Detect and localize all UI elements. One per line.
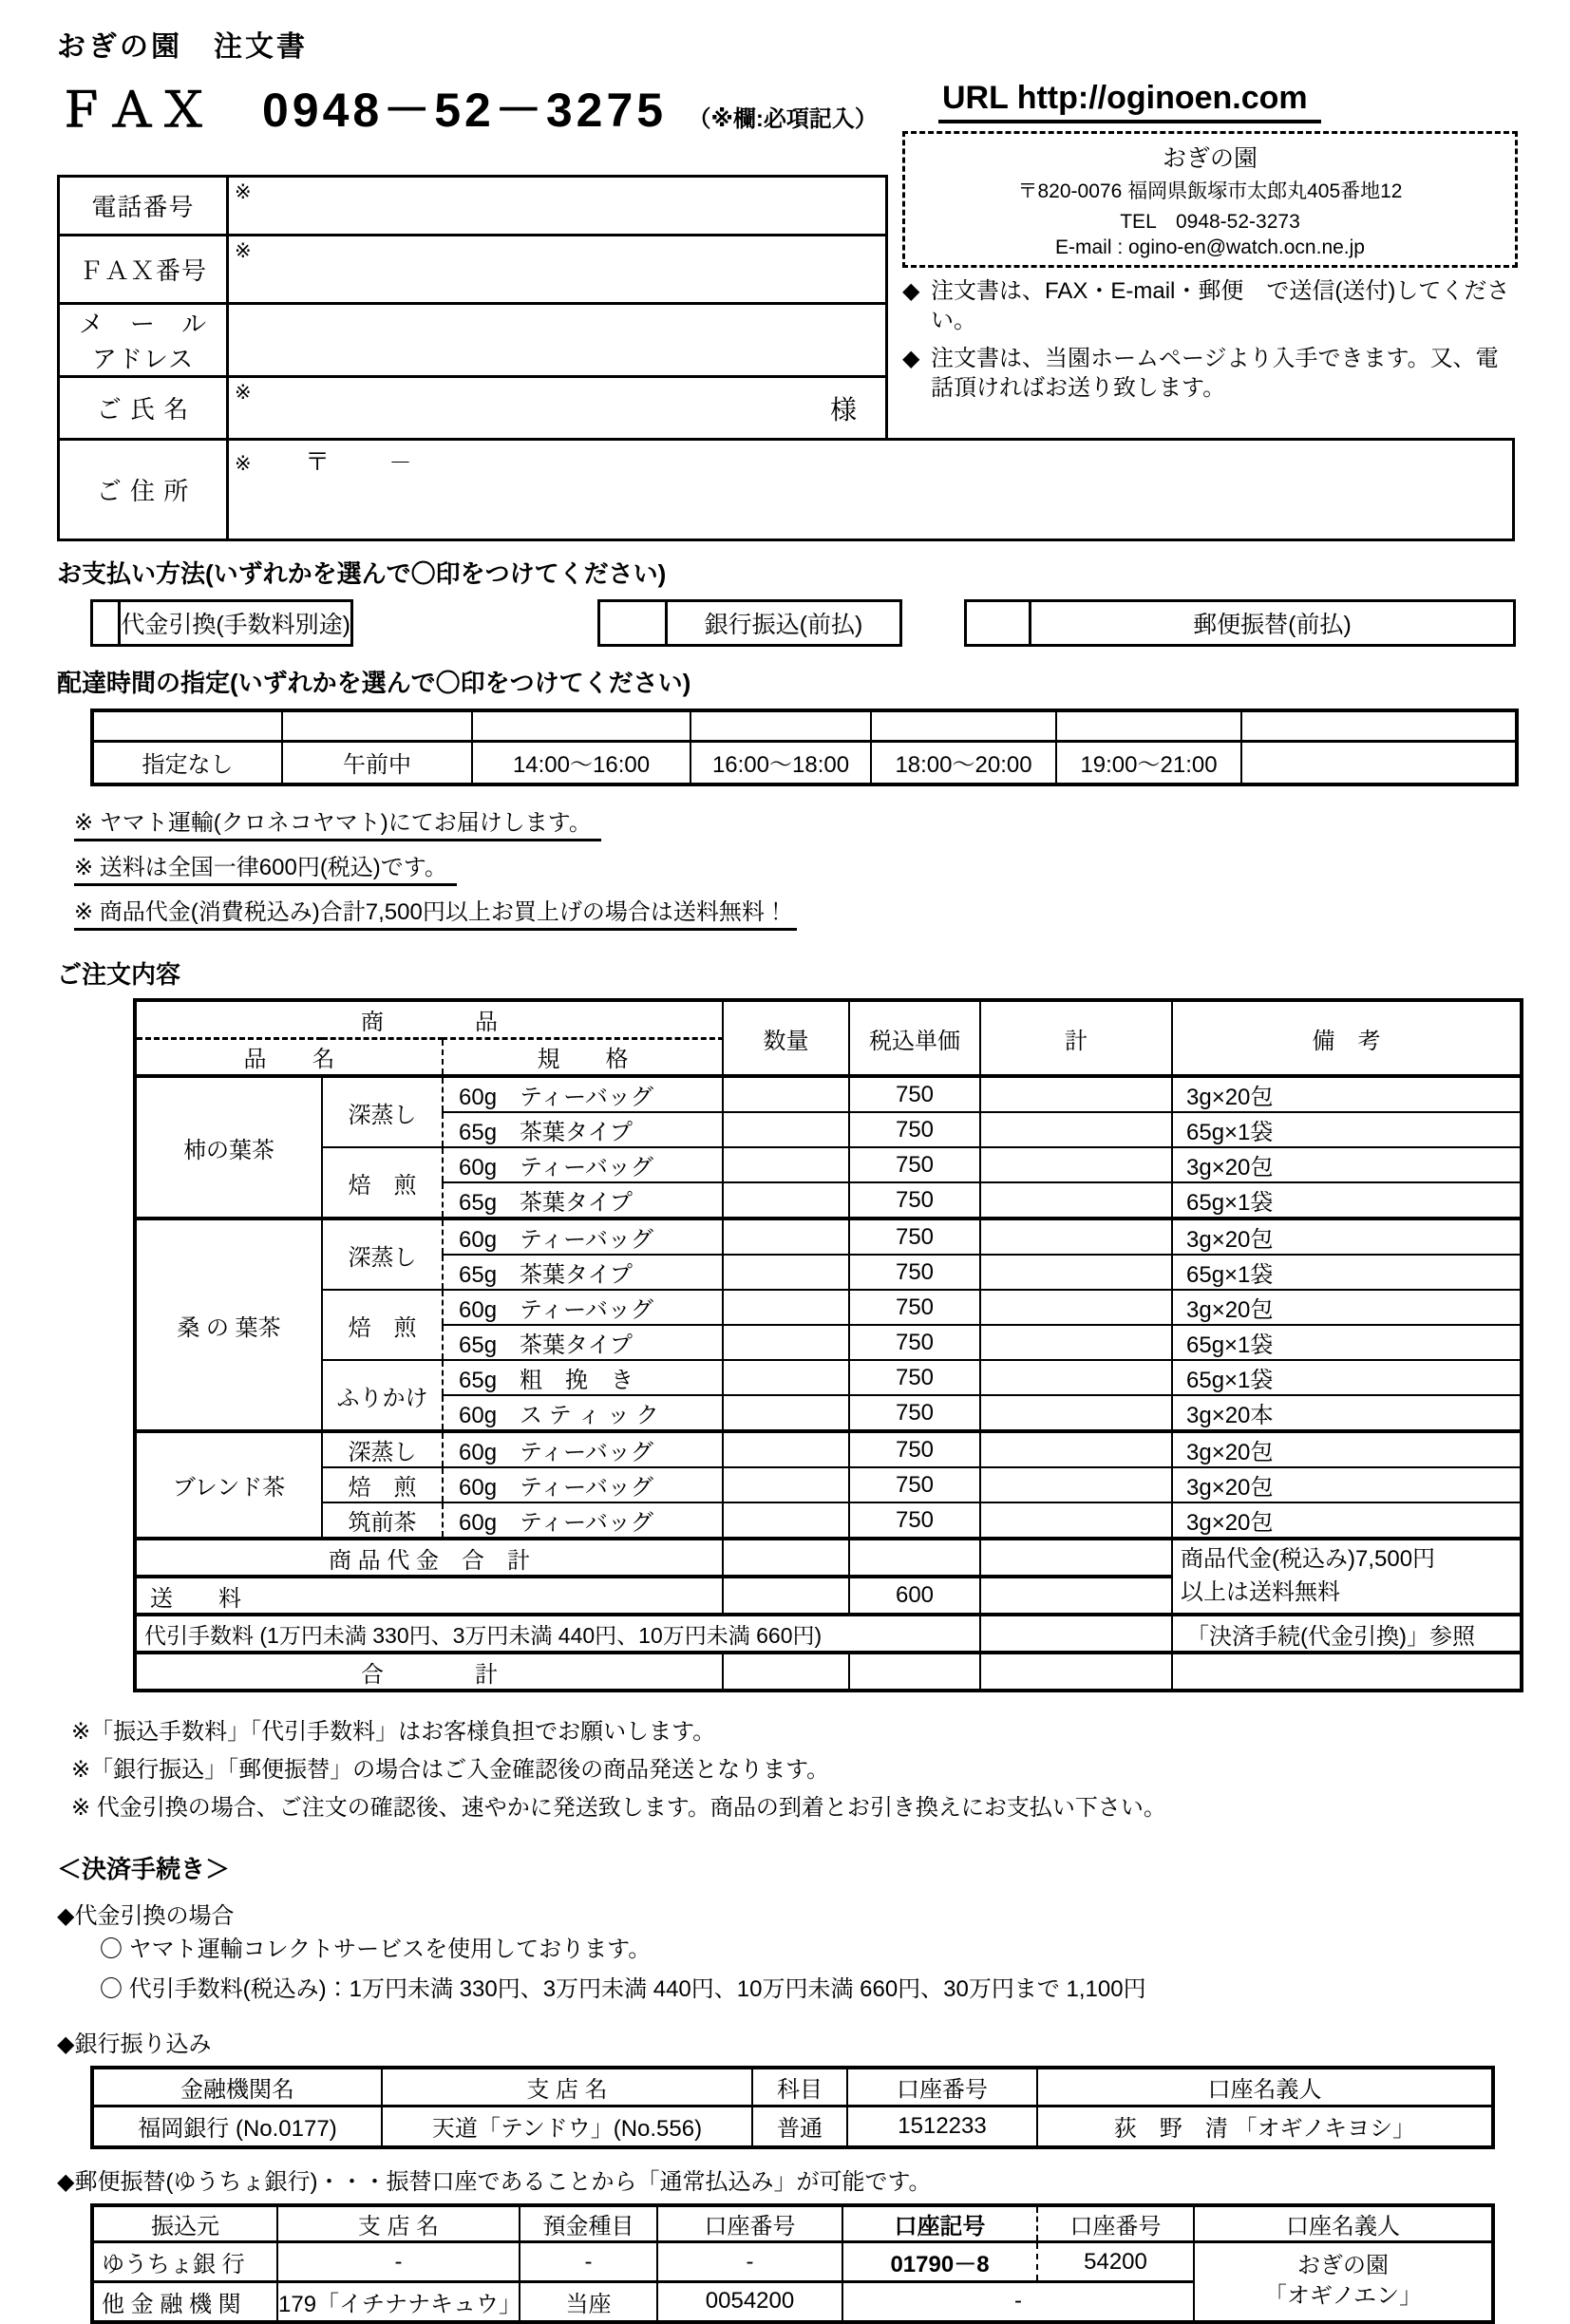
total-cell[interactable] <box>980 1431 1172 1467</box>
remark: 65g×1袋 <box>1172 1182 1522 1219</box>
settlement-heading: ＜決済手続き＞ <box>57 1855 231 1883</box>
delivery-choice-cell[interactable] <box>690 710 871 741</box>
email-field[interactable] <box>228 304 887 377</box>
col-account-number: 口座番号 <box>657 2205 842 2242</box>
email-label-line1: メ ー ル <box>78 310 207 338</box>
qty-cell[interactable] <box>723 1219 849 1255</box>
product-row <box>135 1147 1522 1182</box>
unit-price <box>849 1653 980 1691</box>
branch-name: 天道「テンドウ」(No.556) <box>382 2106 752 2147</box>
bank-transfer-table <box>90 2066 1495 2149</box>
qty-cell[interactable] <box>723 1577 849 1615</box>
unit-price: 750 <box>849 1290 980 1325</box>
total-cell[interactable] <box>980 1502 1172 1539</box>
table-row <box>59 377 887 440</box>
product-spec: 60g ス テ ィ ッ ク <box>443 1395 723 1431</box>
account-number: 0054200 <box>657 2282 842 2322</box>
diamond-icon: ◆ <box>902 278 920 304</box>
product-spec: 60g ティーバッグ <box>443 1467 723 1502</box>
qty-cell[interactable] <box>723 1360 849 1395</box>
payment-checkbox-cell[interactable] <box>967 602 1031 644</box>
remark: 3g×20本 <box>1172 1395 1522 1431</box>
branch-name: - <box>277 2242 520 2282</box>
order-table <box>133 998 1523 1692</box>
payment-option-label: 代金引換(手数料別途) <box>121 612 350 638</box>
product-sub: 深蒸し <box>322 1076 443 1147</box>
shipping-note: ※ ヤマト運輸(クロネコヤマト)にてお届けします。 <box>74 803 601 841</box>
grand-total-label: 合 計 <box>135 1653 723 1691</box>
col-bank-name: 金融機関名 <box>92 2068 382 2106</box>
order-header-row <box>135 1000 1522 1038</box>
product-spec: 60g ティーバッグ <box>443 1076 723 1112</box>
qty-cell[interactable] <box>723 1467 849 1502</box>
qty-cell[interactable] <box>723 1290 849 1325</box>
account-symbol: 01790－8 <box>842 2242 1037 2282</box>
fax-required-note: （※欄:必項記入） <box>688 106 878 132</box>
transfer-source: 他 金 融 機 関 <box>92 2282 277 2322</box>
product-row <box>135 1219 1522 1255</box>
name-field[interactable] <box>228 377 887 440</box>
col-spec: 規 格 <box>443 1038 723 1076</box>
account-holder: 荻 野 清 「オギノキヨシ」 <box>1037 2106 1493 2147</box>
bank-data-row <box>92 2106 1493 2147</box>
payment-option-label: 銀行振込(前払) <box>704 612 863 638</box>
branch-name: 179「イチナナキュウ」 <box>277 2282 520 2322</box>
qty-cell[interactable] <box>723 1395 849 1431</box>
required-mark: ※ <box>235 240 252 262</box>
diamond-icon: ◆ <box>902 346 920 372</box>
cod-item: 〇 ヤマト運輸コレクトサービスを使用しております。 <box>100 1937 652 1962</box>
contact-table <box>57 175 888 441</box>
qty-cell[interactable] <box>723 1325 849 1360</box>
unit-price: 750 <box>849 1112 980 1147</box>
table-row <box>59 177 887 236</box>
account-holder-line1: おぎの園 <box>1297 2252 1389 2278</box>
company-info-column <box>902 80 1518 404</box>
product-sub: 焙 煎 <box>322 1147 443 1219</box>
col-deposit-type: 預金種目 <box>520 2205 657 2242</box>
remark: 3g×20包 <box>1172 1467 1522 1502</box>
company-box <box>902 131 1518 268</box>
col-branch: 支 店 名 <box>277 2205 520 2242</box>
unit-price: 750 <box>849 1360 980 1395</box>
delivery-choice-cell[interactable] <box>92 710 282 741</box>
remark <box>1172 1653 1522 1691</box>
product-spec: 60g ティーバッグ <box>443 1219 723 1255</box>
product-spec: 60g ティーバッグ <box>443 1147 723 1182</box>
qty-cell[interactable] <box>723 1431 849 1467</box>
col-account-symbol: 口座記号 <box>842 2205 1037 2242</box>
delivery-slot-label: 指定なし <box>92 741 282 784</box>
name-label: ご 氏 名 <box>59 377 228 440</box>
remark: 3g×20包 <box>1172 1076 1522 1112</box>
col-account-holder: 口座名義人 <box>1037 2068 1493 2106</box>
delivery-slot-label <box>1241 741 1517 784</box>
total-cell[interactable] <box>980 1147 1172 1182</box>
delivery-slot-label: 16:00〜18:00 <box>690 741 871 784</box>
product-spec: 60g ティーバッグ <box>443 1502 723 1539</box>
product-row <box>135 1360 1522 1395</box>
postal-dash: － <box>388 450 412 476</box>
payment-checkbox-cell[interactable] <box>93 602 121 644</box>
product-spec: 65g 茶葉タイプ <box>443 1325 723 1360</box>
shipping-price: 600 <box>849 1577 980 1615</box>
total-cell[interactable] <box>980 1290 1172 1325</box>
col-account-type: 科目 <box>752 2068 847 2106</box>
page-title: おぎの園 注文書 <box>57 31 308 63</box>
delivery-slot-label: 14:00〜16:00 <box>472 741 690 784</box>
company-tel: TEL 0948-52-3273 <box>1120 211 1300 233</box>
account-number: - <box>657 2242 842 2282</box>
shipping-notes <box>74 803 1517 931</box>
phone-field[interactable] <box>228 177 887 236</box>
product-group: 桑 の 葉茶 <box>135 1219 322 1431</box>
deposit-type: 当座 <box>520 2282 657 2322</box>
product-row <box>135 1076 1522 1112</box>
subtotal-label: 商 品 代 金 合 計 <box>135 1539 723 1577</box>
col-unit-price: 税込単価 <box>849 1000 980 1076</box>
product-sub: 深蒸し <box>322 1431 443 1467</box>
url-link[interactable]: URL http://oginoen.com <box>938 80 1321 123</box>
delivery-slot-label: 午前中 <box>282 741 472 784</box>
phone-label: 電話番号 <box>59 177 228 236</box>
remark: 3g×20包 <box>1172 1290 1522 1325</box>
cod-item: 〇 代引手数料(税込み)：1万円未満 330円、3万円未満 440円、10万円未満 660円、30万円まで 1,100円 <box>100 1976 1146 2002</box>
product-spec: 65g 茶葉タイプ <box>443 1182 723 1219</box>
total-cell[interactable] <box>980 1539 1172 1577</box>
product-sub: 筑前茶 <box>322 1502 443 1539</box>
account-holder-line2: 「オギノエン」 <box>1263 2283 1423 2310</box>
remark: 3g×20包 <box>1172 1431 1522 1467</box>
shipping-note: ※ 商品代金(消費税込み)合計7,500円以上お買上げの場合は送料無料！ <box>74 893 797 931</box>
total-cell[interactable] <box>980 1577 1172 1615</box>
delivery-choice-cell[interactable] <box>472 710 690 741</box>
shipping-note: ※ 送料は全国一律600円(税込)です。 <box>74 848 457 886</box>
info-note-text: 注文書は、当園ホームページより入手できます。又、電話頂ければお送り致します。 <box>931 346 1499 402</box>
account-holder <box>1194 2242 1493 2322</box>
product-row <box>135 1290 1522 1325</box>
transfer-source: ゆうちょ銀 行 <box>92 2242 277 2282</box>
deposit-type: - <box>520 2242 657 2282</box>
delivery-choice-cell[interactable] <box>1241 710 1517 741</box>
unit-price: 750 <box>849 1467 980 1502</box>
product-spec: 60g ティーバッグ <box>443 1290 723 1325</box>
table-row <box>59 304 887 377</box>
fee-notes <box>71 1713 1517 1827</box>
product-sub: 深蒸し <box>322 1219 443 1290</box>
total-cell[interactable] <box>980 1325 1172 1360</box>
product-row <box>135 1467 1522 1502</box>
delivery-choice-cell[interactable] <box>871 710 1056 741</box>
subtotal-remark-line1: 商品代金(税込み)7,500円 <box>1181 1546 1436 1573</box>
remark: 65g×1袋 <box>1172 1325 1522 1360</box>
subtotal-remark-line2: 以上は送料無料 <box>1181 1579 1340 1605</box>
col-account-holder: 口座名義人 <box>1194 2205 1493 2242</box>
unit-price: 750 <box>849 1431 980 1467</box>
product-spec: 65g 茶葉タイプ <box>443 1255 723 1290</box>
qty-cell[interactable] <box>723 1255 849 1290</box>
total-cell[interactable] <box>980 1615 1172 1653</box>
unit-price: 750 <box>849 1219 980 1255</box>
remark: 65g×1袋 <box>1172 1112 1522 1147</box>
fee-note: ※ 代金引換の場合、ご注文の確認後、速やかに発送致します。商品の到着とお引き換えにお支払い下さい。 <box>71 1795 1166 1821</box>
delivery-label-row <box>92 741 1517 784</box>
address-label: ご 住 所 <box>59 440 228 540</box>
table-row <box>59 236 887 304</box>
payment-options-row <box>90 599 1517 647</box>
delivery-choice-row <box>92 710 1517 741</box>
company-address: 〒820-0076 福岡県飯塚市太郎丸405番地12 <box>1017 180 1403 202</box>
col-remarks: 備 考 <box>1172 1000 1522 1076</box>
qty-cell[interactable] <box>723 1076 849 1112</box>
order-heading: ご注文内容 <box>57 960 181 989</box>
fax-label: ＦＡＸ番号 <box>59 236 228 304</box>
payment-option-bank <box>597 599 902 647</box>
delivery-choice-cell[interactable] <box>1056 710 1241 741</box>
col-product: 商 品 <box>135 1000 723 1038</box>
cod-fee-label: 代引手数料 (1万円未満 330円、3万円未満 440円、10万円未満 660円) <box>135 1615 980 1653</box>
unit-price: 750 <box>849 1325 980 1360</box>
product-spec: 65g 茶葉タイプ <box>443 1112 723 1147</box>
company-name: おぎの園 <box>1162 145 1258 172</box>
total-cell[interactable] <box>980 1467 1172 1502</box>
total-cell[interactable] <box>980 1219 1172 1255</box>
payment-heading: お支払い方法(いずれかを選んで〇印をつけてください) <box>57 559 667 588</box>
product-spec: 65g 粗 挽 き <box>443 1360 723 1395</box>
unit-price: 750 <box>849 1502 980 1539</box>
remark: 3g×20包 <box>1172 1502 1522 1539</box>
delivery-slot-label: 18:00〜20:00 <box>871 741 1056 784</box>
col-product-name: 品 名 <box>135 1038 443 1076</box>
product-group: ブレンド茶 <box>135 1431 322 1539</box>
required-mark: ※ <box>235 382 252 404</box>
unit-price: 750 <box>849 1147 980 1182</box>
qty-cell[interactable] <box>723 1502 849 1539</box>
delivery-choice-cell[interactable] <box>282 710 472 741</box>
unit-price: 750 <box>849 1255 980 1290</box>
postal-data-row <box>92 2242 1493 2282</box>
col-branch: 支 店 名 <box>382 2068 752 2106</box>
required-mark: ※ <box>235 181 252 203</box>
info-note <box>902 345 1518 403</box>
col-qty: 数量 <box>723 1000 849 1076</box>
product-sub: 焙 煎 <box>322 1290 443 1360</box>
total-cell[interactable] <box>980 1653 1172 1691</box>
subtotal-remark <box>1172 1539 1522 1615</box>
subtotal-row <box>135 1539 1522 1577</box>
cod-fee-row <box>135 1615 1522 1653</box>
company-email: E-mail : ogino-en@watch.ocn.ne.jp <box>1055 236 1365 258</box>
qty-cell[interactable] <box>723 1182 849 1219</box>
table-row <box>59 440 1514 540</box>
account-number: 1512233 <box>847 2106 1037 2147</box>
account-number2: 54200 <box>1037 2242 1194 2282</box>
product-row <box>135 1431 1522 1467</box>
total-cell[interactable] <box>980 1076 1172 1112</box>
bank-name: 福岡銀行 (No.0177) <box>92 2106 382 2147</box>
bank-header-row <box>92 2068 1493 2106</box>
total-cell[interactable] <box>980 1255 1172 1290</box>
info-note <box>902 277 1518 335</box>
fee-note: ※「振込手数料」「代引手数料」はお客様負担でお願いします。 <box>71 1719 716 1745</box>
account-type: 普通 <box>752 2106 847 2147</box>
product-sub: 焙 煎 <box>322 1467 443 1502</box>
unit-price: 750 <box>849 1395 980 1431</box>
sama-suffix: 様 <box>829 394 857 425</box>
payment-option-cod <box>90 599 353 647</box>
postal-mark-icon: 〒 <box>305 447 331 476</box>
total-cell[interactable] <box>980 1182 1172 1219</box>
col-account-number2: 口座番号 <box>1037 2205 1194 2242</box>
payment-checkbox-cell[interactable] <box>600 602 668 644</box>
col-transfer-source: 振込元 <box>92 2205 277 2242</box>
product-spec: 60g ティーバッグ <box>443 1431 723 1467</box>
remark: 3g×20包 <box>1172 1219 1522 1255</box>
qty-cell[interactable] <box>723 1653 849 1691</box>
remark: 65g×1袋 <box>1172 1255 1522 1290</box>
postal-header-row <box>92 2205 1493 2242</box>
unit-price <box>849 1539 980 1577</box>
total-cell[interactable] <box>980 1112 1172 1147</box>
required-mark: ※ <box>235 453 252 475</box>
cod-fee-remark: 「決済手続(代金引換)」参照 <box>1172 1615 1522 1653</box>
product-sub: ふりかけ <box>322 1360 443 1431</box>
postal-transfer-table <box>90 2203 1495 2324</box>
address-postal-line <box>229 441 1512 478</box>
info-note-text: 注文書は、FAX・E-mail・郵便 で送信(送付)してください。 <box>931 278 1510 333</box>
payment-option-postal <box>964 599 1516 647</box>
unit-price: 750 <box>849 1076 980 1112</box>
cod-section-heading: ◆代金引換の場合 <box>57 1903 235 1929</box>
shipping-label: 送 料 <box>135 1577 723 1615</box>
col-total: 計 <box>980 1000 1172 1076</box>
delivery-heading: 配達時間の指定(いずれかを選んで〇印をつけてください) <box>57 669 691 697</box>
product-group: 柿の葉茶 <box>135 1076 322 1219</box>
payment-option-label: 郵便振替(前払) <box>1193 612 1352 638</box>
cod-section-items <box>100 1930 1517 2010</box>
total-cell[interactable] <box>980 1360 1172 1395</box>
fee-note: ※「銀行振込」「郵便振替」の場合はご入金確認後の商品発送となります。 <box>71 1757 830 1783</box>
remark: 3g×20包 <box>1172 1147 1522 1182</box>
bank-section-heading: ◆銀行振り込み <box>57 2031 212 2057</box>
product-row <box>135 1502 1522 1539</box>
col-account-number: 口座番号 <box>847 2068 1037 2106</box>
address-table <box>57 438 1515 541</box>
qty-cell[interactable] <box>723 1147 849 1182</box>
unit-price: 750 <box>849 1182 980 1219</box>
delivery-slot-label: 19:00〜21:00 <box>1056 741 1241 784</box>
postal-section-heading: ◆郵便振替(ゆうちょ銀行)・・・振替口座であることから「通常払込み」が可能です。 <box>57 2169 932 2195</box>
grand-total-row <box>135 1653 1522 1691</box>
qty-cell[interactable] <box>723 1539 849 1577</box>
address-field[interactable] <box>228 440 1514 540</box>
account-symbol-number-merged: - <box>842 2282 1194 2322</box>
email-label-line2: アドレス <box>91 345 195 373</box>
fax-number: ＦＡＸ 0948－52－3275 <box>57 84 668 137</box>
fax-field[interactable] <box>228 236 887 304</box>
delivery-time-table <box>90 709 1519 786</box>
total-cell[interactable] <box>980 1395 1172 1431</box>
email-label <box>59 304 228 377</box>
qty-cell[interactable] <box>723 1112 849 1147</box>
remark: 65g×1袋 <box>1172 1360 1522 1395</box>
